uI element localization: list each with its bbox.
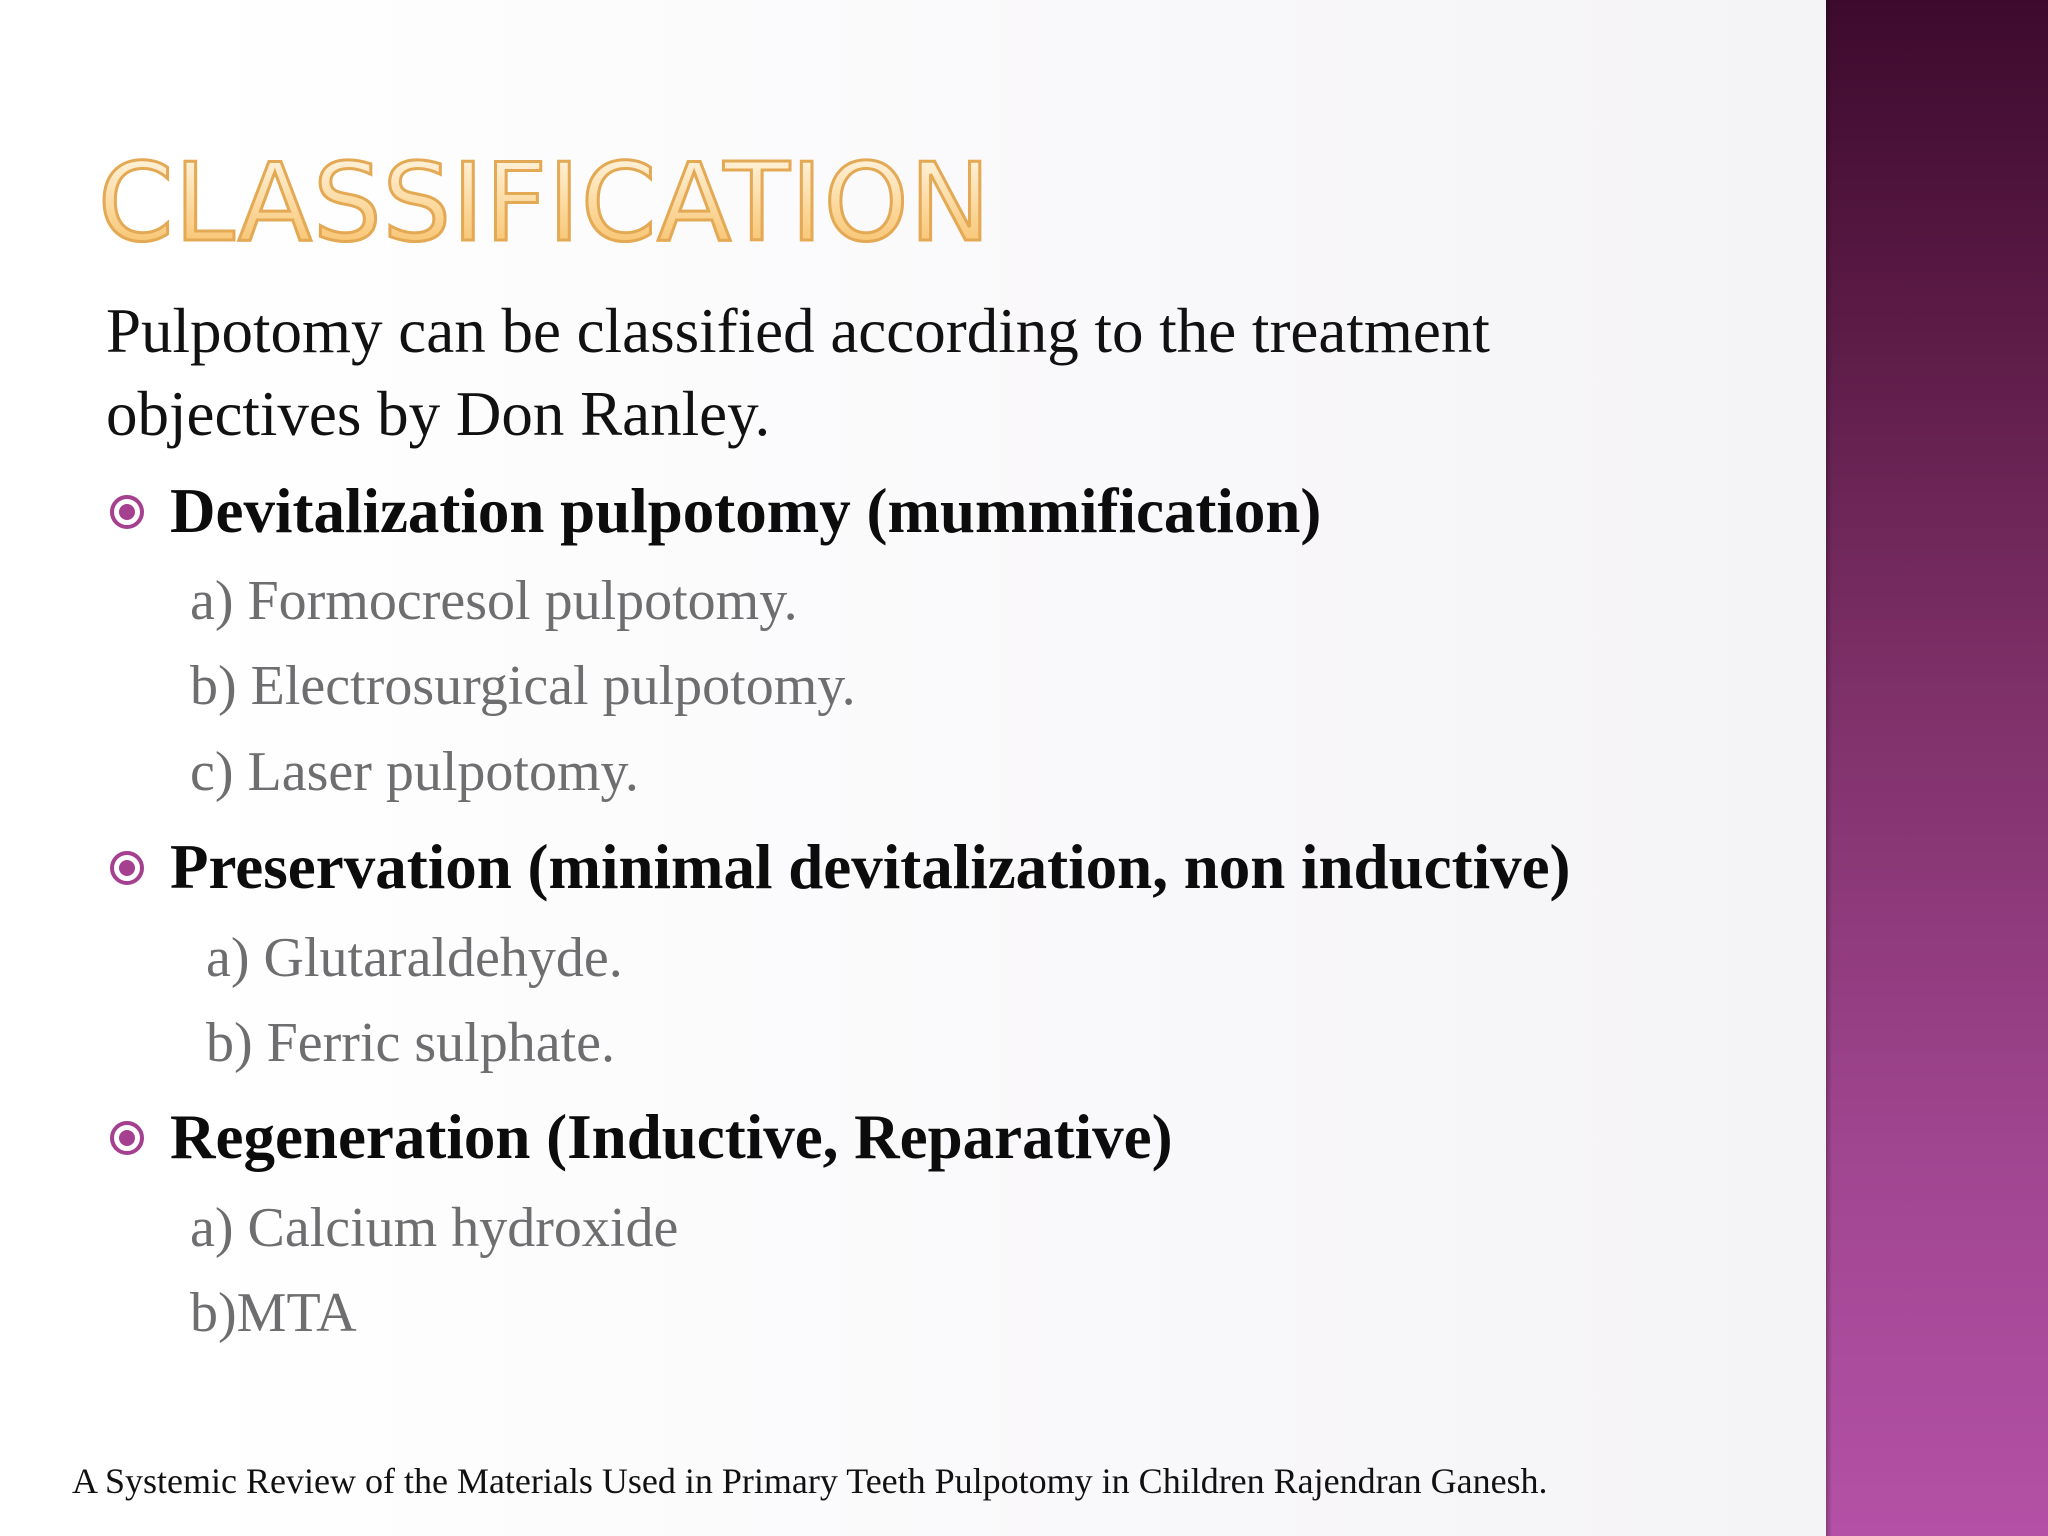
section-label: Preservation (minimal devitalization, non inductive)	[170, 832, 1571, 902]
section-label: Devitalization pulpotomy (mummification)	[170, 476, 1322, 546]
circled-dot-icon	[108, 849, 146, 887]
list-item: a) Formocresol pulpotomy.	[190, 570, 798, 632]
section-devitalization	[108, 476, 1322, 546]
citation-footer: A Systemic Review of the Materials Used in Primary Teeth Pulpotomy in Children Rajendran Ganesh.	[72, 1461, 1548, 1501]
sidebar-shadow	[1826, 0, 1832, 1536]
circled-dot-icon	[108, 493, 146, 531]
slide-title: CLASSIFICATION	[98, 141, 992, 266]
list-item: a) Calcium hydroxide	[190, 1197, 679, 1259]
decorative-sidebar	[1826, 0, 2048, 1536]
list-item: a) Glutaraldehyde.	[206, 927, 623, 989]
list-item: c) Laser pulpotomy.	[190, 741, 639, 803]
list-item: b)MTA	[190, 1282, 357, 1344]
list-item: b) Electrosurgical pulpotomy.	[190, 655, 856, 717]
section-preservation	[108, 832, 1571, 902]
intro-text: Pulpotomy can be classified according to the treatment objectives by Don Ranley.	[106, 296, 1490, 449]
section-label: Regeneration (Inductive, Reparative)	[170, 1102, 1173, 1172]
circled-dot-icon	[108, 1119, 146, 1157]
section-regeneration	[108, 1102, 1173, 1172]
list-item: b) Ferric sulphate.	[206, 1012, 615, 1074]
